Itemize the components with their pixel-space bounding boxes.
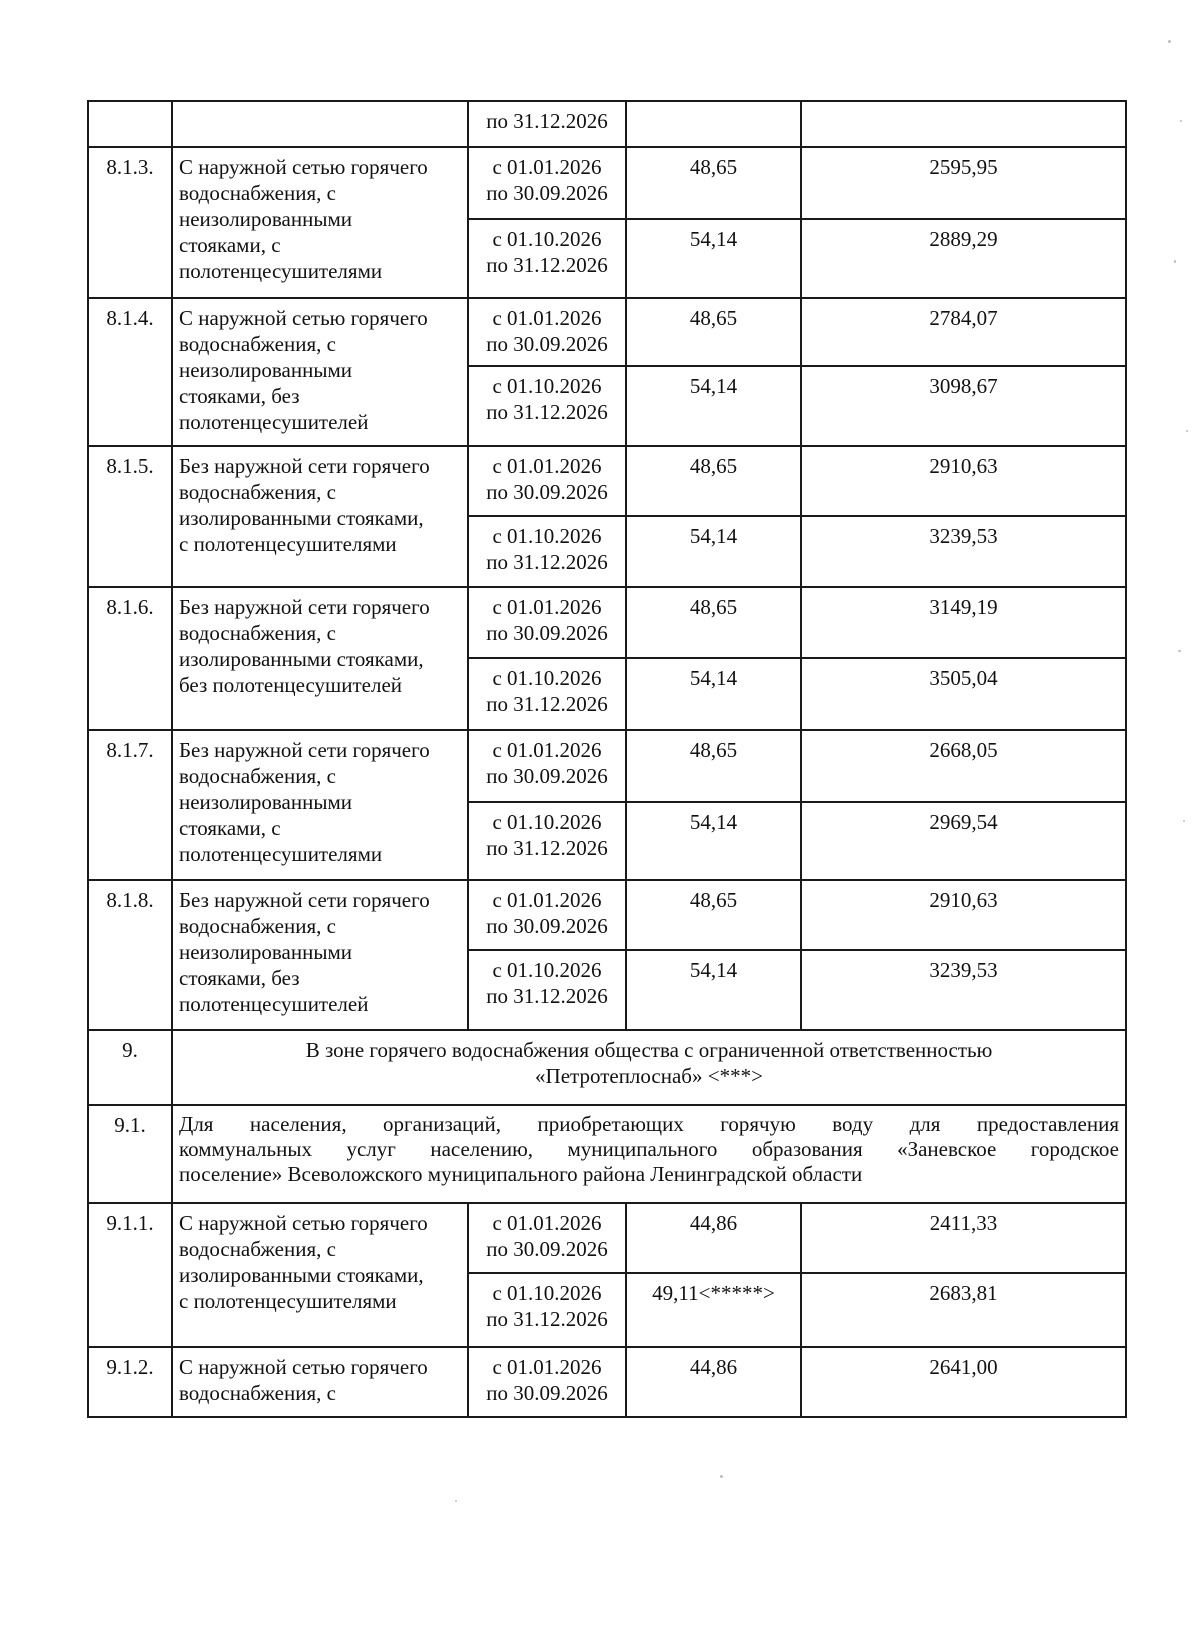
tariff-cell: 2969,54 xyxy=(801,802,1126,880)
row-number: 8.1.3. xyxy=(88,147,172,298)
scan-speckle xyxy=(455,1500,457,1502)
row-name: Без наружной сети горячего водоснабжения, с неизолированными стояками, с полотенцесушителями xyxy=(172,730,468,880)
name-cell xyxy=(172,101,468,147)
value-cell: 48,65 xyxy=(626,298,801,366)
value-cell: 54,14 xyxy=(626,366,801,446)
tariff-cell: 2910,63 xyxy=(801,446,1126,516)
table-row xyxy=(88,446,1126,516)
period-cell: с 01.01.2026 по 30.09.2026 xyxy=(468,730,626,802)
tariff-cell xyxy=(801,101,1126,147)
value-cell xyxy=(626,101,801,147)
group-description: Для населения, организаций, приобретающих горячую воду для предоставления коммунальных услуг населению, муниципального образования «Заневское городское поселение» Всеволожского муниципального района Ленинградской области xyxy=(172,1105,1126,1203)
row-name: Без наружной сети горячего водоснабжения, с изолированными стояками, с полотенцесушителями xyxy=(172,446,468,587)
tariff-table xyxy=(87,100,1127,1418)
value-cell: 48,65 xyxy=(626,880,801,950)
value-cell: 44,86 xyxy=(626,1347,801,1417)
scan-speckle xyxy=(1174,260,1176,263)
period-cell: с 01.10.2026 по 31.12.2026 xyxy=(468,802,626,880)
value-cell: 48,65 xyxy=(626,587,801,658)
scan-speckle xyxy=(1178,650,1181,652)
row-name: Без наружной сети горячего водоснабжения, с неизолированными стояками, без полотенцесушителей xyxy=(172,880,468,1030)
period-cell: с 01.10.2026 по 31.12.2026 xyxy=(468,950,626,1030)
tariff-cell: 2595,95 xyxy=(801,147,1126,219)
value-cell: 49,11<*****> xyxy=(626,1273,801,1347)
row-name: Без наружной сети горячего водоснабжения, с изолированными стояками, без полотенцесушителей xyxy=(172,587,468,730)
tariff-cell: 2889,29 xyxy=(801,219,1126,298)
table-row xyxy=(88,147,1126,219)
table-row xyxy=(88,298,1126,366)
value-cell: 54,14 xyxy=(626,950,801,1030)
table-row xyxy=(88,730,1126,802)
table-row xyxy=(88,587,1126,658)
period-cell: по 31.12.2026 xyxy=(468,101,626,147)
row-number: 9.1.1. xyxy=(88,1203,172,1347)
value-cell: 48,65 xyxy=(626,147,801,219)
table-row xyxy=(88,1203,1126,1273)
tariff-cell: 3098,67 xyxy=(801,366,1126,446)
row-name: С наружной сетью горячего водоснабжения, с изолированными стояками, с полотенцесушителями xyxy=(172,1203,468,1347)
scan-speckle xyxy=(1168,40,1171,43)
period-cell: с 01.01.2026 по 30.09.2026 xyxy=(468,298,626,366)
scan-speckle xyxy=(1186,430,1188,432)
section-row xyxy=(88,1030,1126,1105)
period-cell: с 01.01.2026 по 30.09.2026 xyxy=(468,1203,626,1273)
num-cell xyxy=(88,101,172,147)
period-cell: с 01.01.2026 по 30.09.2026 xyxy=(468,880,626,950)
table-row xyxy=(88,101,1126,147)
period-cell: с 01.01.2026 по 30.09.2026 xyxy=(468,147,626,219)
tariff-cell: 2411,33 xyxy=(801,1203,1126,1273)
period-cell: с 01.10.2026 по 31.12.2026 xyxy=(468,658,626,730)
row-name: С наружной сетью горячего водоснабжения, с неизолированными стояками, с полотенцесушителями xyxy=(172,147,468,298)
tariff-cell: 2910,63 xyxy=(801,880,1126,950)
period-cell: с 01.01.2026 по 30.09.2026 xyxy=(468,1347,626,1417)
period-cell: с 01.01.2026 по 30.09.2026 xyxy=(468,446,626,516)
row-number: 9.1.2. xyxy=(88,1347,172,1417)
row-name: С наружной сетью горячего водоснабжения, с неизолированными стояками, без полотенцесушителей xyxy=(172,298,468,446)
period-cell: с 01.01.2026 по 30.09.2026 xyxy=(468,587,626,658)
row-number: 8.1.8. xyxy=(88,880,172,1030)
period-cell: с 01.10.2026 по 31.12.2026 xyxy=(468,219,626,298)
tariff-cell: 3239,53 xyxy=(801,950,1126,1030)
value-cell: 54,14 xyxy=(626,219,801,298)
tariff-cell: 2641,00 xyxy=(801,1347,1126,1417)
row-number: 8.1.7. xyxy=(88,730,172,880)
tariff-cell: 3149,19 xyxy=(801,587,1126,658)
group-number: 9.1. xyxy=(88,1105,172,1203)
tariff-cell: 2683,81 xyxy=(801,1273,1126,1347)
scan-speckle xyxy=(1180,120,1182,122)
scan-speckle xyxy=(720,1475,723,1478)
value-cell: 48,65 xyxy=(626,446,801,516)
tariff-cell: 2784,07 xyxy=(801,298,1126,366)
row-name: С наружной сетью горячего водоснабжения, с xyxy=(172,1347,468,1417)
row-number: 8.1.6. xyxy=(88,587,172,730)
value-cell: 54,14 xyxy=(626,802,801,880)
tariff-cell: 3239,53 xyxy=(801,516,1126,587)
value-cell: 44,86 xyxy=(626,1203,801,1273)
value-cell: 48,65 xyxy=(626,730,801,802)
value-cell: 54,14 xyxy=(626,516,801,587)
period-cell: с 01.10.2026 по 31.12.2026 xyxy=(468,1273,626,1347)
row-number: 8.1.5. xyxy=(88,446,172,587)
row-number: 8.1.4. xyxy=(88,298,172,446)
table-row xyxy=(88,1347,1126,1417)
section-title: В зоне горячего водоснабжения общества с ограниченной ответственностью «Петротеплоснаб» <***> xyxy=(172,1030,1126,1105)
period-cell: с 01.10.2026 по 31.12.2026 xyxy=(468,516,626,587)
tariff-cell: 3505,04 xyxy=(801,658,1126,730)
scan-speckle xyxy=(1183,820,1185,822)
tariff-cell: 2668,05 xyxy=(801,730,1126,802)
group-row xyxy=(88,1105,1126,1203)
table-row xyxy=(88,880,1126,950)
section-number: 9. xyxy=(88,1030,172,1105)
value-cell: 54,14 xyxy=(626,658,801,730)
period-cell: с 01.10.2026 по 31.12.2026 xyxy=(468,366,626,446)
